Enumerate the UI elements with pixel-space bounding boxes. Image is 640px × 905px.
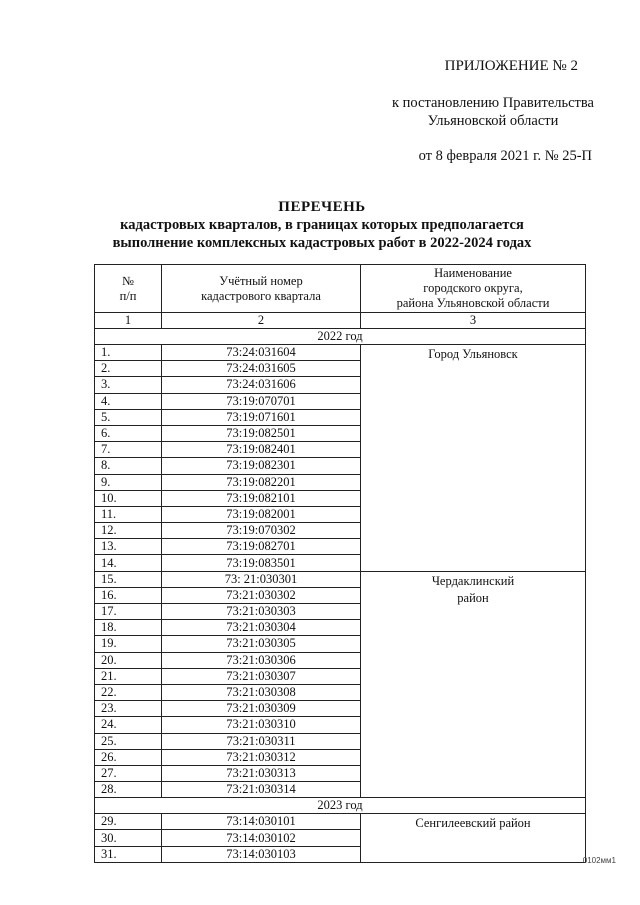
cadastral-number: 73:19:082001 [162, 506, 361, 522]
row-number: 19. [95, 636, 162, 652]
row-number: 28. [95, 782, 162, 798]
row-number: 6. [95, 425, 162, 441]
cadastral-number: 73:19:082401 [162, 442, 361, 458]
year-2023-row-label: 2023 год [95, 798, 586, 814]
col-region-header-l3: района Ульяновской области [396, 296, 550, 310]
row-number: 31. [95, 846, 162, 862]
row-number: 12. [95, 523, 162, 539]
row-number: 7. [95, 442, 162, 458]
region-sengiley [361, 814, 586, 863]
row-number: 25. [95, 733, 162, 749]
year-2022-row [95, 329, 586, 345]
col-region-header [361, 265, 586, 313]
appendix-label: ПРИЛОЖЕНИЕ № 2 [444, 58, 578, 74]
col-region-header-l2: городского округа, [423, 281, 523, 295]
region-ulyanovsk [361, 345, 586, 572]
row-number: 23. [95, 701, 162, 717]
cadastral-table [94, 264, 586, 863]
row-number: 13. [95, 539, 162, 555]
cadastral-number: 73:19:082701 [162, 539, 361, 555]
row-number: 16. [95, 587, 162, 603]
table-row [95, 571, 586, 587]
cadastral-number: 73:19:082501 [162, 425, 361, 441]
col-region-header-l1: Наименование [434, 266, 512, 280]
cadastral-number: 73:19:082301 [162, 458, 361, 474]
decree-line-1: к постановлению Правительства [392, 95, 594, 111]
cadastral-number: 73: 21:030301 [162, 571, 361, 587]
row-number: 11. [95, 506, 162, 522]
region-cherdakly [361, 571, 586, 798]
cadastral-number: 73:21:030314 [162, 782, 361, 798]
row-number: 24. [95, 717, 162, 733]
decree-date: от 8 февраля 2021 г. № 25-П [418, 148, 592, 164]
cadastral-number: 73:24:031604 [162, 345, 361, 361]
column-index-row [95, 313, 586, 329]
cadastral-number: 73:19:070701 [162, 393, 361, 409]
cadastral-number: 73:21:030306 [162, 652, 361, 668]
row-number: 21. [95, 668, 162, 684]
row-number: 18. [95, 620, 162, 636]
col-number-header-l2: п/п [119, 288, 137, 303]
cadastral-number: 73:21:030305 [162, 636, 361, 652]
col-number-header [95, 265, 162, 313]
col-index-1: 1 [95, 313, 162, 329]
cadastral-number: 73:21:030310 [162, 717, 361, 733]
row-number: 15. [95, 571, 162, 587]
row-number: 3. [95, 377, 162, 393]
region-sengiley-line: Сенгилеевский район [415, 816, 531, 831]
year-2022-row-label: 2022 год [95, 329, 586, 345]
table-row [95, 345, 586, 361]
row-number: 8. [95, 458, 162, 474]
row-number: 17. [95, 604, 162, 620]
title-line-3: выполнение комплексных кадастровых работ в 2022-2024 годах [112, 235, 532, 251]
cadastral-number: 73:21:030312 [162, 749, 361, 765]
row-number: 30. [95, 830, 162, 846]
cadastral-number: 73:19:083501 [162, 555, 361, 571]
row-number: 4. [95, 393, 162, 409]
row-number: 27. [95, 765, 162, 781]
row-number: 2. [95, 361, 162, 377]
cadastral-number: 73:21:030308 [162, 684, 361, 700]
year-2023-row [95, 798, 586, 814]
col-cadastral-header-l2: кадастрового квартала [201, 288, 321, 303]
col-index-2: 2 [162, 313, 361, 329]
cadastral-number: 73:19:070302 [162, 523, 361, 539]
row-number: 14. [95, 555, 162, 571]
row-number: 20. [95, 652, 162, 668]
col-cadastral-header [162, 265, 361, 313]
table-header-row [95, 265, 586, 313]
cadastral-number: 73:21:030303 [162, 604, 361, 620]
cadastral-number: 73:19:071601 [162, 409, 361, 425]
row-number: 10. [95, 490, 162, 506]
region-cherdakly-line: Чердаклинский [431, 573, 515, 588]
row-number: 1. [95, 345, 162, 361]
row-number: 5. [95, 409, 162, 425]
title-line-1: ПЕРЕЧЕНЬ [278, 199, 366, 215]
row-number: 22. [95, 684, 162, 700]
cadastral-number: 73:14:030101 [162, 814, 361, 830]
cadastral-number: 73:21:030311 [162, 733, 361, 749]
cadastral-number: 73:14:030102 [162, 830, 361, 846]
decree-line-2: Ульяновской области [427, 113, 559, 129]
cadastral-number: 73:21:030304 [162, 620, 361, 636]
cadastral-number: 73:21:030307 [162, 668, 361, 684]
row-number: 29. [95, 814, 162, 830]
cadastral-number: 73:24:031606 [162, 377, 361, 393]
document-title [92, 198, 552, 252]
cadastral-number: 73:19:082101 [162, 490, 361, 506]
col-index-3: 3 [361, 313, 586, 329]
decree-reference [392, 94, 594, 130]
region-cherdakly-line: район [457, 590, 489, 605]
col-number-header-l1: № [122, 273, 134, 288]
col-cadastral-header-l1: Учётный номер [219, 273, 303, 288]
cadastral-number: 73:24:031605 [162, 361, 361, 377]
region-ulyanovsk-line: Город Ульяновск [428, 347, 518, 361]
cadastral-number: 73:21:030313 [162, 765, 361, 781]
cadastral-number: 73:19:082201 [162, 474, 361, 490]
row-number: 9. [95, 474, 162, 490]
cadastral-number: 73:21:030309 [162, 701, 361, 717]
footer-code: 0102мм1 [582, 856, 616, 865]
cadastral-number: 73:21:030302 [162, 587, 361, 603]
cadastral-number: 73:14:030103 [162, 846, 361, 862]
table-row [95, 814, 586, 830]
title-line-2: кадастровых кварталов, в границах которых предполагается [120, 217, 524, 233]
row-number: 26. [95, 749, 162, 765]
